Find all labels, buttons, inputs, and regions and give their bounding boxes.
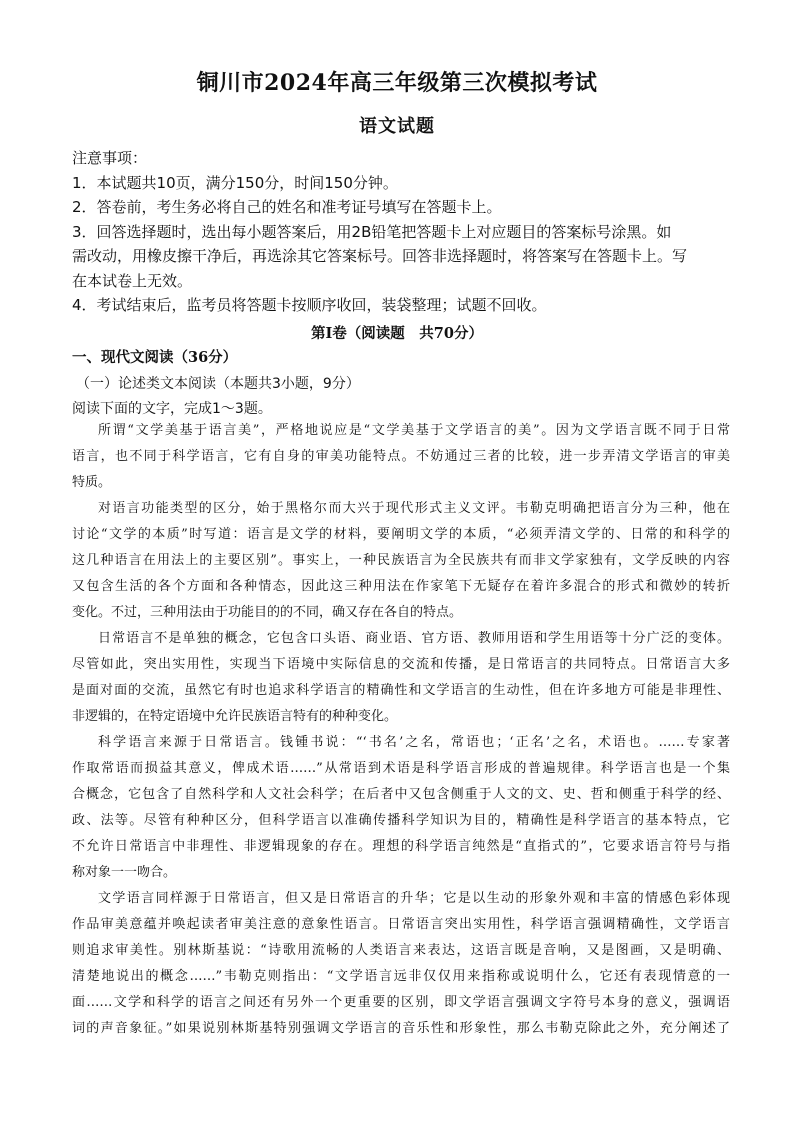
article-line: 非逻辑的，在特定语境中允许民族语言特有的种种变化。	[72, 709, 398, 724]
notes-line: 3．回答选择题时，选出每小题答案后，用2B铅笔把答题卡上对应题目的答案标号涂黑。如	[72, 222, 672, 241]
article-body	[72, 418, 730, 1042]
notes-line: 1．本试题共10页，满分150分，时间150分钟。	[72, 173, 398, 192]
article-line: 语言，也不同于科学语言，它有自身的审美功能特点。不妨通过三者的比较，进一步弄清文学语言的审美	[72, 449, 730, 464]
article-line: 称对象一一吻合。	[72, 865, 177, 880]
article-line: 作取常语而损益其意义，俾成术语……”从常语到术语是科学语言形成的普遍规律。科学语言也是一个集	[72, 761, 730, 776]
article-line: 变化。不过，三种用法由于功能目的的不同，确又存在各自的特点。	[72, 605, 463, 620]
article-line: 面……文学和科学的语言之间还有另外一个更重要的区别，即文学语言强调文字符号本身的意义，强调语	[72, 995, 730, 1010]
article-line: 合概念，它包含了自然科学和人文社会科学；在后者中又包含侧重于人文的文、史、哲和侧重于科学的经、	[72, 787, 730, 802]
exam-title: 铜川市2024年高三年级第三次模拟考试	[196, 70, 598, 96]
article-line: 是面对面的交流，虽然它有时也追求科学语言的精确性和文学语言的生动性，但在许多地方可能是非理性、	[72, 683, 730, 698]
article-line: 科学语言来源于日常语言。钱锺书说：“‘书名’之名，常语也；‘正名’之名，术语也。……专家著	[98, 735, 730, 750]
article-line: 对语言功能类型的区分，始于黑格尔而大兴于现代形式主义文评。韦勒克明确把语言分为三种，他在	[98, 501, 730, 516]
article-line: 特质。	[72, 475, 112, 490]
notes-heading: 注意事项：	[72, 149, 148, 167]
article-paragraph	[72, 496, 730, 626]
article-line: 又包含生活的各个方面和各种情态，因此这三种用法在作家笔下无疑存在着许多混合的形式和微妙的转折	[72, 579, 730, 594]
exam-subtitle: 语文试题	[359, 116, 435, 137]
section-heading: 一、现代文阅读（36分）	[72, 349, 238, 366]
article-line: 尽管如此，突出实用性，实现当下语境中实际信息的交流和传播，是日常语言的共同特点。日常语言大多	[72, 657, 730, 672]
notes-line: 4．考试结束后，监考员将答题卡按顺序收回，装袋整理；试题不回收。	[72, 296, 547, 314]
reading-instruction: 阅读下面的文字，完成1～3题。	[72, 401, 272, 417]
article-paragraph	[72, 418, 730, 496]
article-line: 这几种语言在用法上的主要区别”。事实上，一种民族语言为全民族共有而非文学家独有，文学反映的内容	[72, 553, 730, 568]
article-line: 则追求审美性。别林斯基说：“诗歌用流畅的人类语言来表达，这语言既是音响，又是图画，又是明确、	[72, 943, 730, 958]
article-line: 作品审美意蕴并唤起读者审美注意的意象性语言。日常语言突出实用性，科学语言强调精确性，文学语言	[72, 917, 730, 932]
notes-line: 需改动，用橡皮擦干净后，再选涂其它答案标号。回答非选择题时，将答案写在答题卡上。写	[72, 247, 688, 265]
notes-block	[72, 146, 732, 318]
article-line: 日常语言不是单独的概念，它包含口头语、商业语、官方语、教师用语和学生用语等十分广泛的变体。	[98, 631, 730, 646]
article-line: 政、法等。尽管有种种区分，但科学语言以准确传播科学知识为目的，精确性是科学语言的基本特点，它	[72, 813, 730, 828]
subsection-heading: （一）论述类文本阅读（本题共3小题，9分）	[76, 376, 360, 392]
article-line: 所谓“文学美基于语言美”，严格地说应是“文学美基于文学语言的美”。因为文学语言既不同于日常	[98, 423, 730, 438]
article-paragraph	[72, 730, 730, 886]
article-line: 文学语言同样源于日常语言，但又是日常语言的升华；它是以生动的形象外观和丰富的情感色彩体现	[98, 891, 730, 906]
article-paragraph	[72, 626, 730, 730]
notes-line: 在本试卷上无效。	[72, 271, 193, 290]
volume-heading: 第Ⅰ卷（阅读题 共70分）	[311, 325, 483, 342]
article-line: 词的声音象征。”如果说别林斯基特别强调文学语言的音乐性和形象性，那么韦勒克除此之外，充分阐述了	[72, 1021, 730, 1036]
article-line: 讨论“文学的本质”时写道：语言是文学的材料，要阐明文学的本质，“必须弄清文学的、日常的和科学的	[72, 527, 730, 542]
notes-line: 2．答卷前，考生务必将自己的姓名和准考证号填写在答题卡上。	[72, 198, 502, 216]
article-line: 清楚地说出的概念……”韦勒克则指出：“文学语言远非仅仅用来指称或说明什么，它还有表现情意的一	[72, 969, 730, 984]
article-line: 不允许日常语言中非理性、非逻辑现象的存在。理想的科学语言纯然是“直指式的”，它要求语言符号与指	[72, 839, 730, 854]
article-paragraph	[72, 886, 730, 1042]
